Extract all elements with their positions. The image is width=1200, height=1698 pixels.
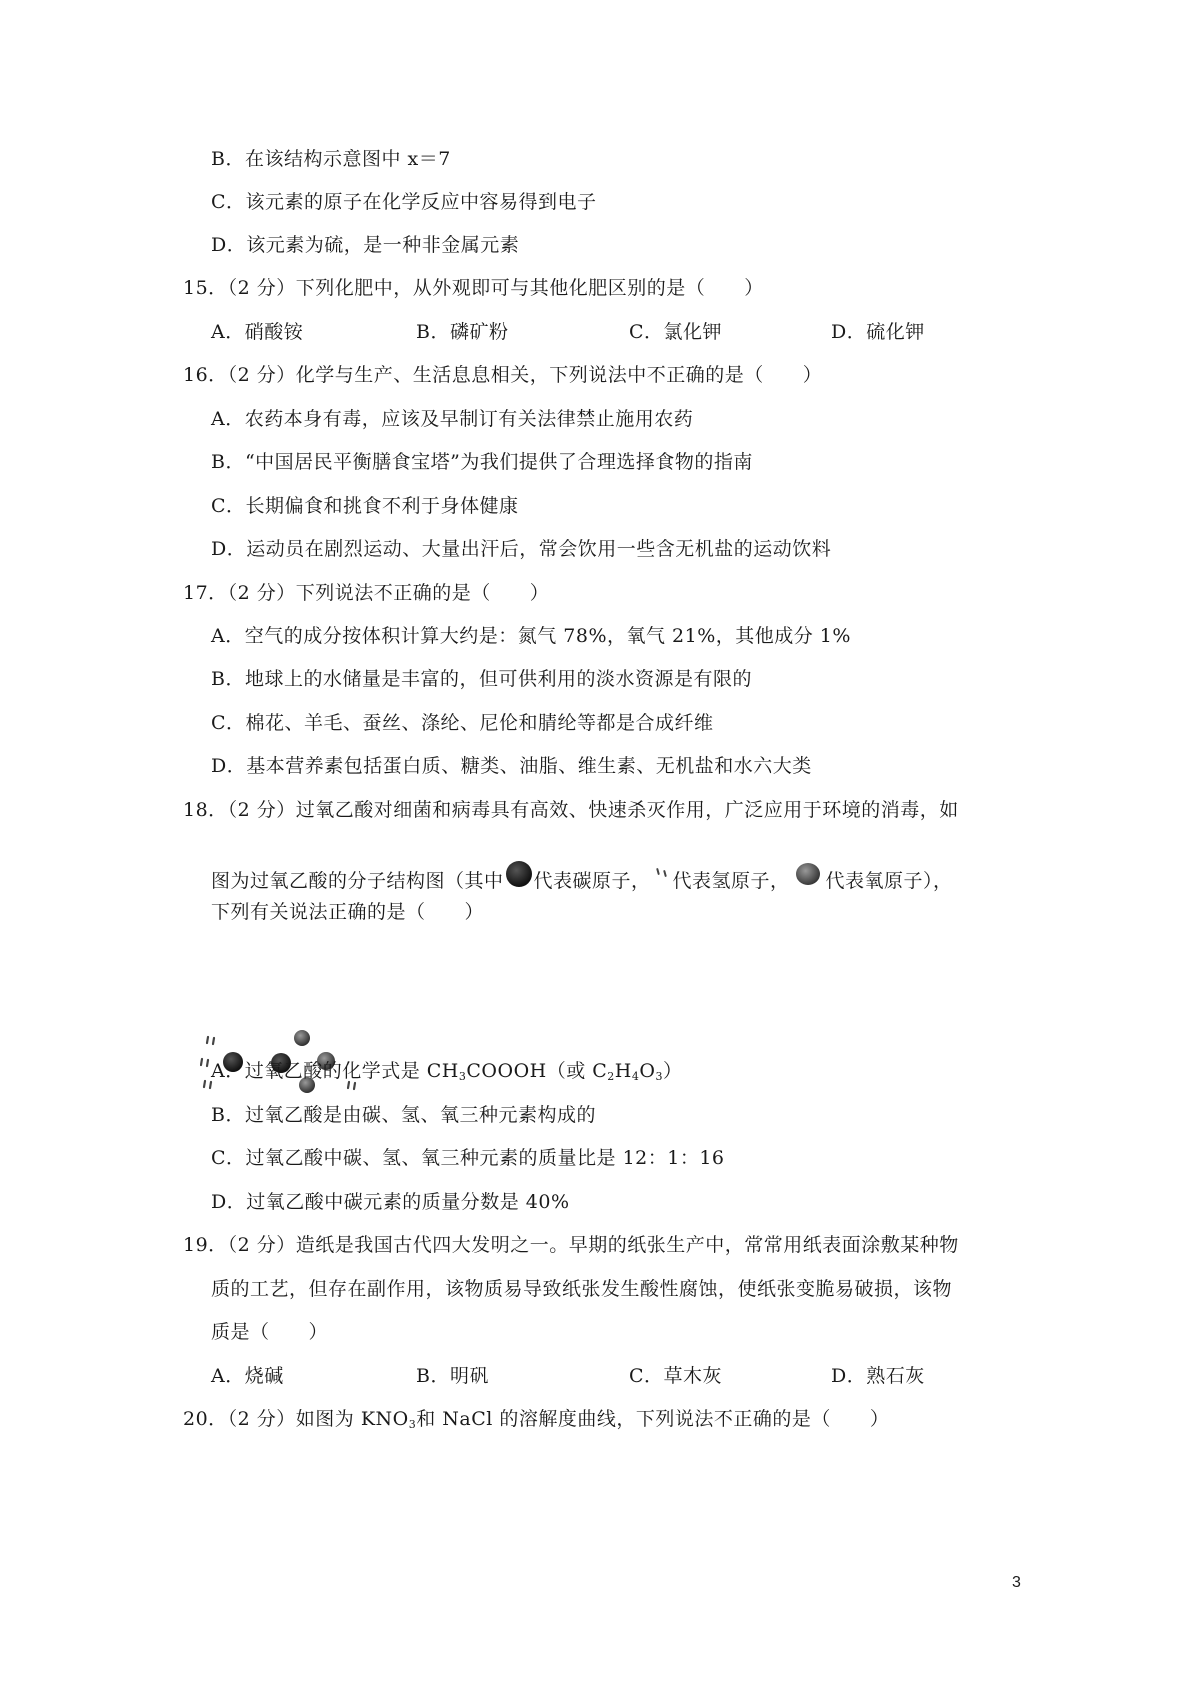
q18-a-sub-4: 3	[655, 1070, 663, 1083]
q19-option-c: C．草木灰	[629, 1365, 723, 1387]
q19-option-d: D．熟石灰	[831, 1365, 925, 1387]
q18-a-sub-1: 3	[458, 1070, 467, 1083]
q18-stem-part-c: 代表氢原子，	[672, 870, 790, 892]
q18-stem-part-d: 代表氧原子），	[825, 870, 953, 892]
q17-option-b: B．地球上的水储量是丰富的，但可供利用的淡水资源是有限的	[211, 668, 752, 690]
q20-sub: 3	[408, 1418, 417, 1431]
q15-option-d: D．硫化钾	[831, 321, 925, 343]
q18-stem-line2	[211, 868, 953, 895]
q18-option-d: D．过氧乙酸中碳元素的质量分数是 40%	[211, 1191, 570, 1213]
q18-stem-line1: 18．（2 分）过氧乙酸对细菌和病毒具有高效、快速杀灭作用，广泛应用于环境的消毒，如	[183, 799, 959, 821]
q18-a-text-5: ）	[662, 1060, 683, 1082]
q18-option-a	[211, 1058, 682, 1084]
hydrogen-atom-1	[207, 1037, 214, 1044]
carbon-atom-icon	[506, 861, 532, 887]
q19-stem-line1: 19．（2 分）造纸是我国古代四大发明之一。早期的纸张生产中，常常用纸表面涂敷某种物	[183, 1234, 959, 1256]
q19-option-b: B．明矾	[416, 1365, 489, 1387]
q19-stem-line2: 质的工艺，但存在副作用，该物质易导致纸张发生酸性腐蚀，使纸张变脆易破损，该物	[211, 1278, 953, 1300]
page-number: 3	[1012, 1574, 1021, 1591]
q17-option-c: C．棉花、羊毛、蚕丝、涤纶、尼伦和腈纶等都是合成纤维	[211, 712, 714, 734]
q18-a-text-1: A．过氧乙酸的化学式是 CH	[211, 1060, 459, 1082]
q18-option-c: C．过氧乙酸中碳、氢、氧三种元素的质量比是 12：1：16	[211, 1147, 725, 1169]
q20-text-2: 和 NaCl 的溶解度曲线，下列说法不正确的是（ ）	[416, 1408, 890, 1430]
q14-option-b: B．在该结构示意图中 x＝7	[211, 148, 451, 170]
q16-option-c: C．长期偏食和挑食不利于身体健康	[211, 495, 519, 517]
q19-stem-line3: 质是（ ）	[211, 1321, 329, 1343]
q16-option-b: B．“中国居民平衡膳食宝塔”为我们提供了合理选择食物的指南	[211, 451, 753, 473]
hydrogen-atom-icon	[655, 866, 669, 882]
q15-option-a: A．硝酸铵	[211, 321, 304, 343]
q15-stem: 15．（2 分）下列化肥中，从外观即可与其他化肥区别的是（ ）	[183, 277, 764, 299]
hydrogen-atom-2	[201, 1059, 208, 1066]
q14-option-c: C．该元素的原子在化学反应中容易得到电子	[211, 191, 597, 213]
q19-option-a: A．烧碱	[211, 1365, 284, 1387]
q17-option-a: A．空气的成分按体积计算大约是：氮气 78%，氧气 21%，其他成分 1%	[211, 625, 851, 647]
q18-stem-line3: 下列有关说法正确的是（ ）	[211, 901, 485, 923]
oxygen-atom-1	[294, 1030, 310, 1046]
q20-stem	[183, 1406, 889, 1432]
q18-a-text-3: H	[614, 1060, 632, 1082]
q15-option-c: C．氯化钾	[629, 321, 723, 343]
q18-option-b: B．过氧乙酸是由碳、氢、氧三种元素构成的	[211, 1104, 596, 1126]
q15-option-b: B．磷矿粉	[416, 321, 509, 343]
q14-option-d: D．该元素为硫，是一种非金属元素	[211, 234, 520, 256]
hydrogen-atom-3	[204, 1081, 211, 1088]
q18-a-text-2: COOOH（或 C	[466, 1060, 608, 1082]
q18-stem-part-b: 代表碳原子，	[533, 870, 651, 892]
q20-text-1: 20．（2 分）如图为 KNO	[183, 1408, 409, 1430]
q18-a-text-4: O	[639, 1060, 656, 1082]
q16-stem: 16．（2 分）化学与生产、生活息息相关，下列说法中不正确的是（ ）	[183, 364, 823, 386]
q18-stem-part-a: 图为过氧乙酸的分子结构图（其中	[211, 870, 504, 892]
q16-option-d: D．运动员在剧烈运动、大量出汗后，常会饮用一些含无机盐的运动饮料	[211, 538, 832, 560]
oxygen-atom-icon	[796, 863, 820, 885]
q17-option-d: D．基本营养素包括蛋白质、糖类、油脂、维生素、无机盐和水六大类	[211, 755, 812, 777]
q17-stem: 17．（2 分）下列说法不正确的是（ ）	[183, 582, 550, 604]
q18-a-sub-3: 4	[631, 1070, 640, 1083]
q18-a-sub-2: 2	[607, 1070, 615, 1083]
q16-option-a: A．农药本身有毒，应该及早制订有关法律禁止施用农药	[211, 408, 694, 430]
